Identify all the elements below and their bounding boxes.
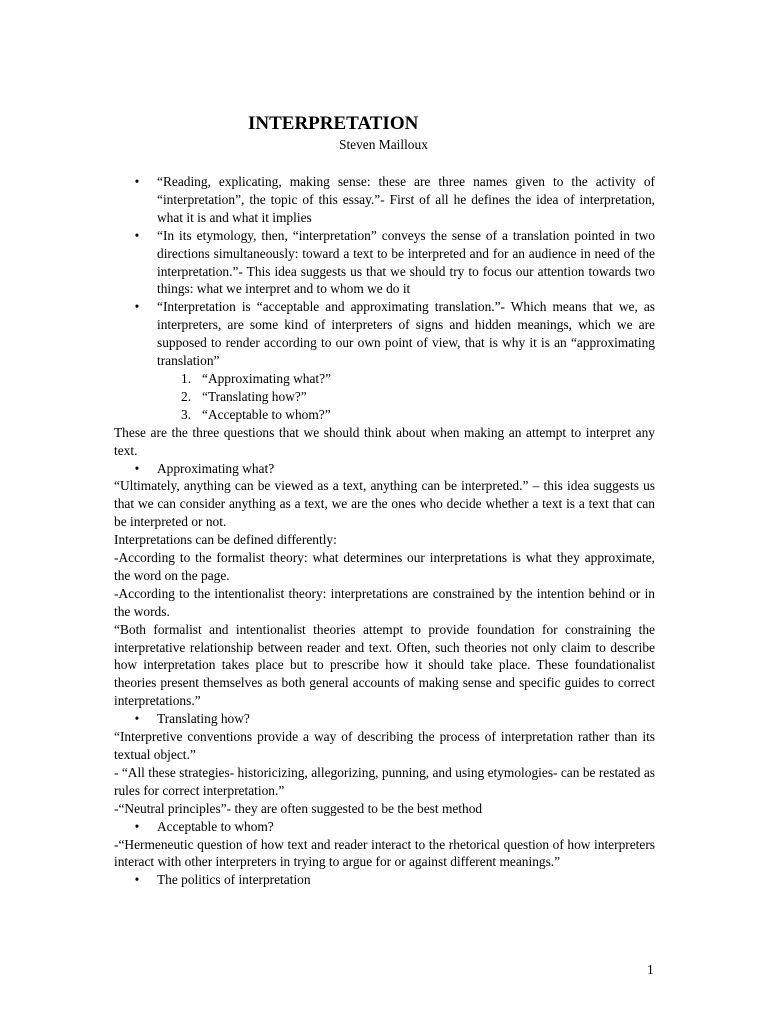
bullet-text: “Interpretation is “acceptable and approximating translation.”- Which means that we, as interpreters, are some kind of interpreters of signs and hidden meanings, which we are supposed to render according to our own point of view, that is why it is an “approximating translation”: [157, 299, 655, 369]
numbered-item: [114, 370, 655, 388]
section-heading-text: Acceptable to whom?: [157, 818, 274, 834]
bullet-text: “Reading, explicating, making sense: these are three names given to the activity of “interpretation”, the topic of this essay.”- First of all he defines the idea of interpretation, what it is and what it implies: [157, 174, 655, 225]
document-title: INTERPRETATION: [248, 113, 419, 134]
item-number: 1.: [181, 370, 192, 386]
paragraph: -According to the formalist theory: what determines our interpretations is what they approximate, the word on the page.: [114, 550, 655, 583]
bullet-text: “In its etymology, then, “interpretation” conveys the sense of a translation pointed in two directions simultaneously: toward a text to be interpreted and for an audience in need of the interpretation.”- This idea suggests us that we should try to focus our attention towards two things: what we interpret and to whom we do it: [157, 227, 655, 297]
section-heading-text: Translating how?: [157, 711, 250, 727]
author-name: Steven Mailloux: [339, 137, 428, 152]
item-text: “Approximating what?”: [202, 370, 332, 386]
numbered-item: [114, 406, 655, 424]
section-heading: [114, 871, 655, 889]
document-body: [114, 173, 655, 889]
paragraph: Interpretations can be defined differently:: [114, 532, 337, 548]
page-number: 1: [647, 962, 654, 977]
paragraph: “Interpretive conventions provide a way of describing the process of interpretation rather than its textual object.”: [114, 729, 655, 762]
bullet-icon: •: [134, 711, 140, 727]
bullet-icon: •: [134, 872, 140, 888]
intro-paragraph: These are the three questions that we should think about when making an attempt to interpret any text.: [114, 424, 655, 458]
paragraph: - “All these strategies- historicizing, allegorizing, punning, and using etymologies- can be restated as rules for correct interpretation.”: [114, 764, 655, 798]
bullet-icon: •: [134, 818, 140, 834]
bullet-item: [114, 173, 655, 227]
paragraph: -“Hermeneutic question of how text and reader interact to the rhetorical question of how interpreters interact with other interpreters in trying to argue for or against different meanings.”: [114, 836, 655, 870]
bullet-item: [114, 227, 655, 299]
section-heading: [114, 710, 655, 728]
paragraph: “Both formalist and intentionalist theories attempt to provide foundation for constraining the interpretative relationship between reader and text. Often, such theories not only claim to describe how interpretation takes place but to prescribe how it should take place. These foundationalist theories present themselves as both general accounts of making sense and specific guides to correct interpretations.”: [114, 621, 655, 709]
item-number: 3.: [181, 406, 192, 422]
section-heading: [114, 818, 655, 836]
section-heading: [114, 460, 655, 478]
bullet-icon: •: [134, 460, 140, 476]
item-text: “Acceptable to whom?”: [202, 406, 331, 422]
paragraph: -“Neutral principles”- they are often suggested to be the best method: [114, 800, 483, 816]
bullet-item: [114, 298, 655, 370]
bullet-icon: •: [134, 174, 140, 189]
item-text: “Translating how?”: [202, 388, 307, 404]
section-heading-text: Approximating what?: [157, 460, 275, 476]
bullet-icon: •: [134, 227, 140, 243]
section-heading-text: The politics of interpretation: [157, 872, 311, 888]
paragraph: -According to the intentionalist theory: interpretations are constrained by the intention behind or in the words.: [114, 585, 655, 619]
bullet-icon: •: [134, 299, 140, 315]
paragraph: “Ultimately, anything can be viewed as a text, anything can be interpreted.” – this idea suggests us that we can consider anything as a text, we are the ones who decide whether a text is a text that can be interpreted or not.: [114, 478, 655, 530]
numbered-item: [114, 388, 655, 406]
item-number: 2.: [181, 388, 192, 404]
